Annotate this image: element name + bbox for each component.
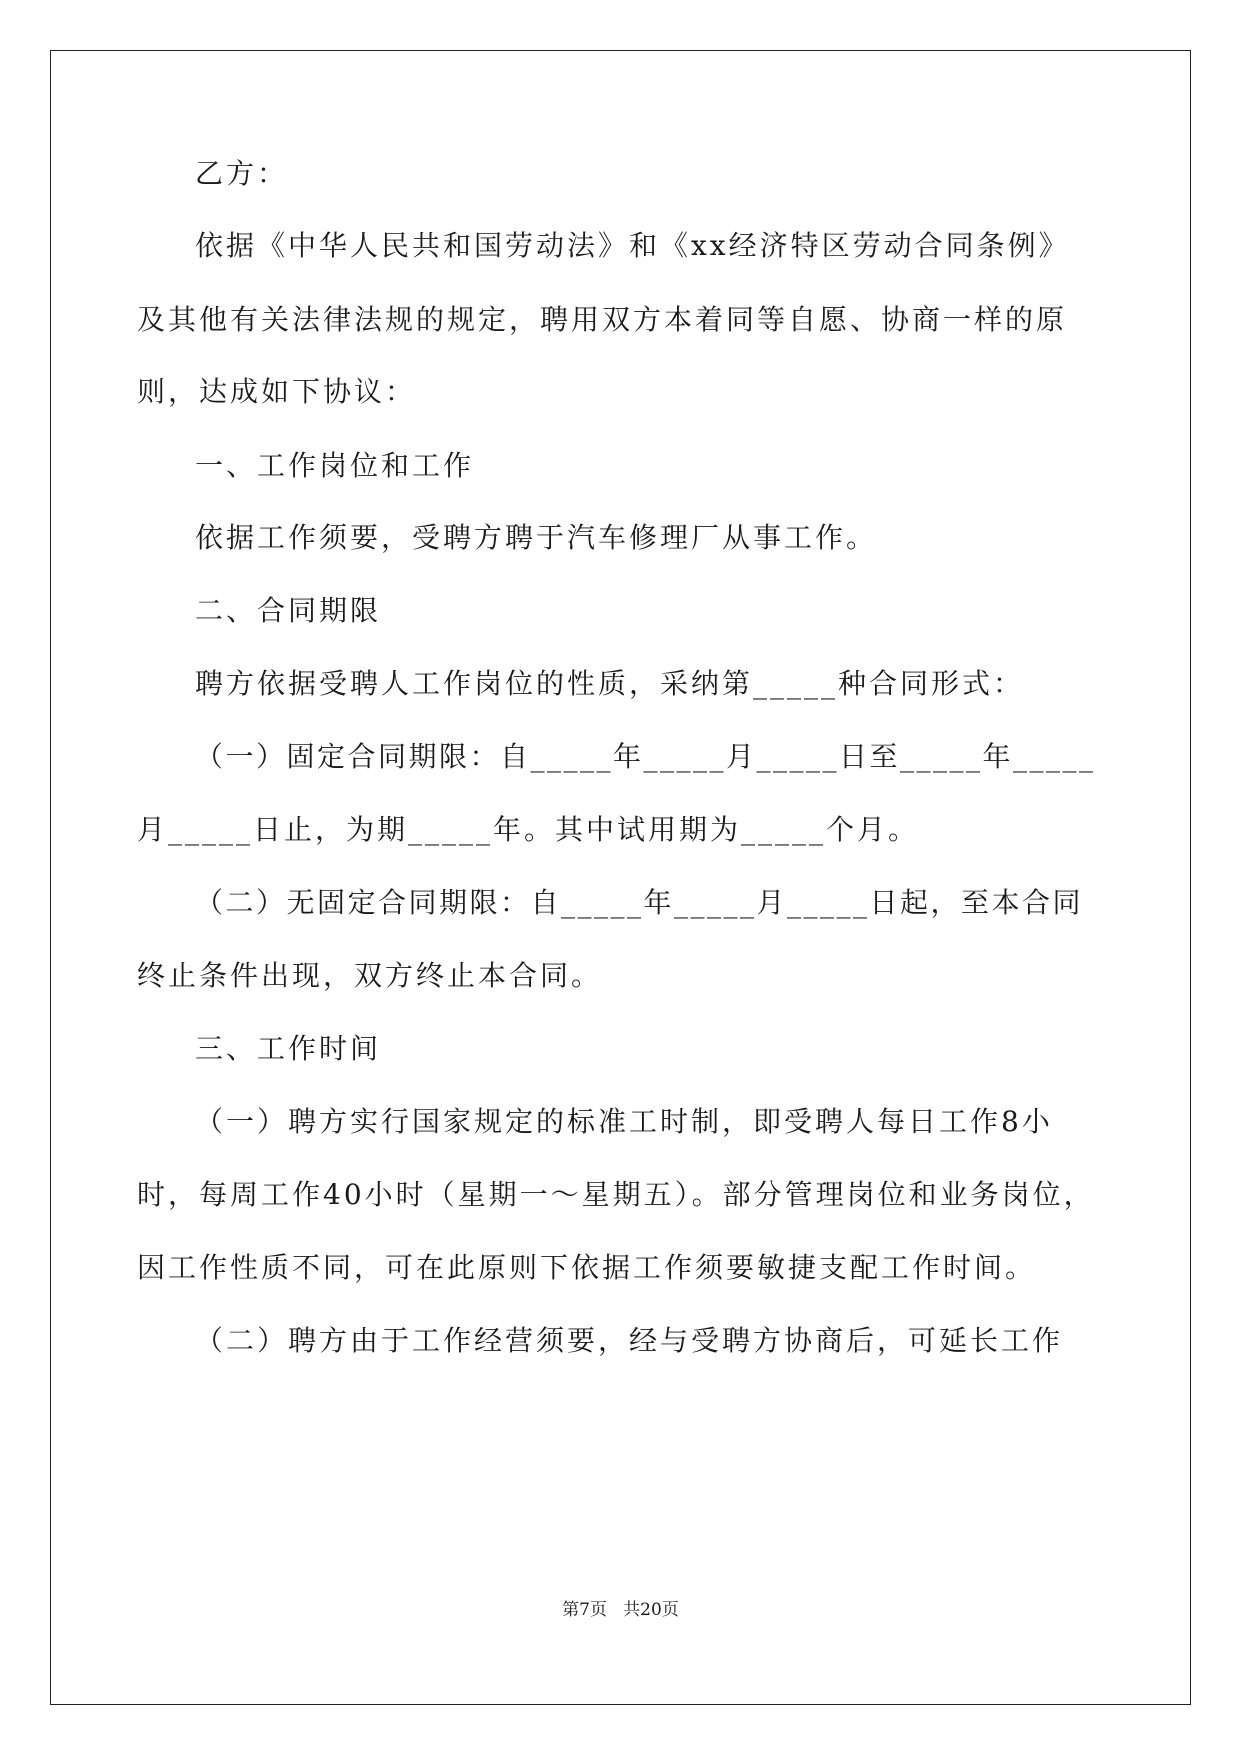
overtime-line-1: （二）聘方由于工作经营须要，经与受聘方协商后，可延长工作 <box>195 1324 1064 1357</box>
section-2-heading: 二、合同期限 <box>195 594 382 627</box>
page-border <box>50 50 1191 1705</box>
hours-line-2: 时，每周工作40小时（星期一～星期五）。部分管理岗位和业务岗位， <box>137 1178 1095 1211</box>
intro-line-3: 则，达成如下协议： <box>137 375 417 408</box>
open-term-line-1: （二）无固定合同期限：自_____年_____月_____日起，至本合同 <box>195 886 1084 919</box>
party-b-label: 乙方： <box>195 157 289 190</box>
hours-line-3: 因工作性质不同，可在此原则下依据工作须要敏捷支配工作时间。 <box>137 1251 1037 1284</box>
hours-line-1: （一）聘方实行国家规定的标准工时制，即受聘人每日工作8小 <box>195 1105 1053 1138</box>
open-term-line-2: 终止条件出现，双方终止本合同。 <box>137 959 603 992</box>
fixed-term-line-1: （一）固定合同期限：自_____年_____月_____日至_____年_____ <box>195 740 1096 773</box>
fixed-term-line-2: 月_____日止，为期_____年。其中试用期为_____个月。 <box>137 813 920 846</box>
intro-line-1: 依据《中华人民共和国劳动法》和《xx经济特区劳动合同条例》 <box>195 229 1070 262</box>
page-number-footer: 第7页 共20页 <box>562 1600 679 1620</box>
section-3-heading: 三、工作时间 <box>195 1032 382 1065</box>
section-1-text: 依据工作须要，受聘方聘于汽车修理厂从事工作。 <box>195 521 878 554</box>
intro-line-2: 及其他有关法律法规的规定，聘用双方本着同等自愿、协商一样的原 <box>137 303 1068 336</box>
section-1-heading: 一、工作岗位和工作 <box>195 449 475 482</box>
section-2-text: 聘方依据受聘人工作岗位的性质，采纳第_____种合同形式： <box>195 667 1025 700</box>
